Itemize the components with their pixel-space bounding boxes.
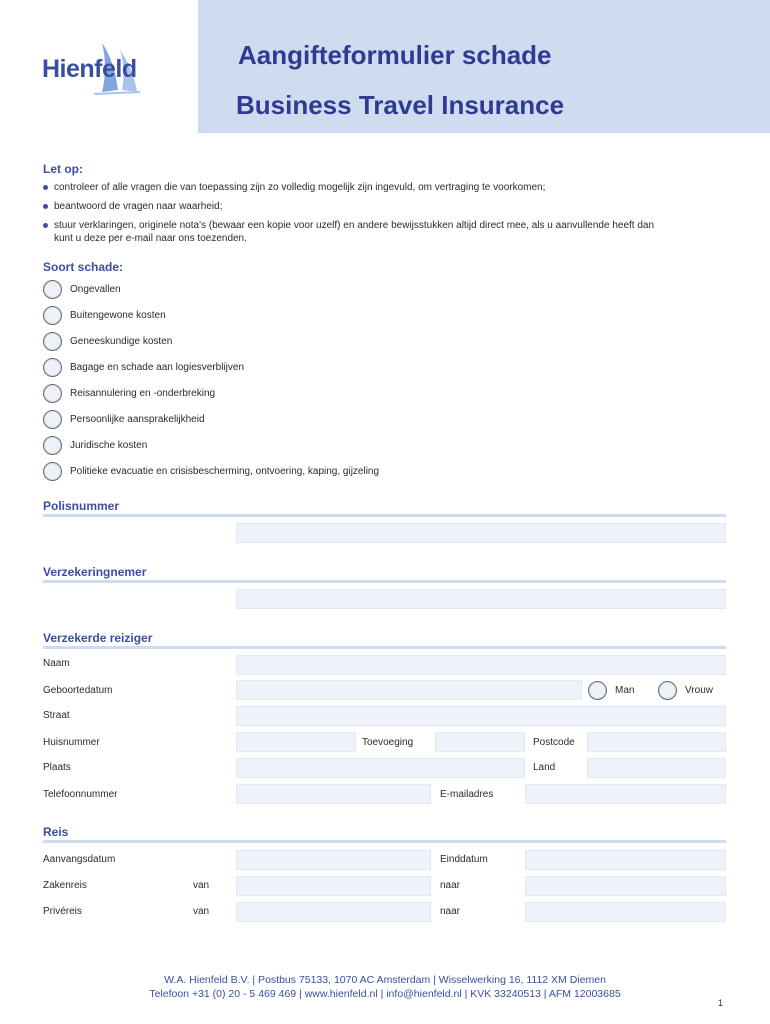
soort-schade-heading: Soort schade: <box>43 260 124 274</box>
verzekeringnemer-heading: Verzekeringnemer <box>43 565 147 579</box>
zakenreis-van-label: van <box>193 880 210 891</box>
footer-contact: Telefoon +31 (0) 20 - 5 469 469 | www.hienfeld.nl | info@hienfeld.nl | KVK 33240513 | AFM 12003685 <box>149 988 621 1000</box>
radio-button[interactable] <box>43 462 62 481</box>
option-ongevallen[interactable]: Ongevallen <box>43 279 121 299</box>
section-divider <box>43 646 726 649</box>
aanvangsdatum-input[interactable] <box>236 850 431 870</box>
radio-button[interactable] <box>43 306 62 325</box>
geboortedatum-input[interactable] <box>236 680 582 700</box>
radio-button[interactable] <box>43 384 62 403</box>
bullet-icon <box>43 185 48 190</box>
radio-button[interactable] <box>43 436 62 455</box>
section-divider <box>43 514 726 517</box>
option-buitengewone-kosten[interactable]: Buitengewone kosten <box>43 305 166 325</box>
straat-label: Straat <box>43 710 70 721</box>
reiziger-heading: Verzekerde reiziger <box>43 631 153 645</box>
let-op-heading: Let op: <box>43 162 83 176</box>
huisnummer-input[interactable] <box>236 732 356 752</box>
let-op-item: beantwoord de vragen naar waarheid; <box>54 201 223 212</box>
zakenreis-label: Zakenreis <box>43 880 87 891</box>
naam-input[interactable] <box>236 655 726 675</box>
bullet-icon <box>43 204 48 209</box>
option-vrouw[interactable]: Vrouw <box>658 680 713 700</box>
privereis-naar-input[interactable] <box>525 902 726 922</box>
einddatum-input[interactable] <box>525 850 726 870</box>
polisnummer-heading: Polisnummer <box>43 499 120 513</box>
geboortedatum-label: Geboortedatum <box>43 685 113 696</box>
land-label: Land <box>533 762 556 773</box>
land-input[interactable] <box>587 758 726 778</box>
bullet-icon <box>43 223 48 228</box>
radio-button[interactable] <box>43 358 62 377</box>
plaats-label: Plaats <box>43 762 71 773</box>
radio-button[interactable] <box>588 681 607 700</box>
huisnummer-label: Huisnummer <box>43 737 100 748</box>
option-aansprakelijkheid[interactable]: Persoonlijke aansprakelijkheid <box>43 409 205 429</box>
email-input[interactable] <box>525 784 726 804</box>
toevoeging-input[interactable] <box>435 732 525 752</box>
page-number: 1 <box>718 998 724 1008</box>
option-man[interactable]: Man <box>588 680 634 700</box>
zakenreis-van-input[interactable] <box>236 876 431 896</box>
einddatum-label: Einddatum <box>440 854 488 865</box>
logo-text: Hienfeld <box>42 55 137 83</box>
section-divider <box>43 840 726 843</box>
page-title: Aangifteformulier schade <box>238 40 552 70</box>
section-divider <box>43 580 726 583</box>
reis-heading: Reis <box>43 825 69 839</box>
plaats-input[interactable] <box>236 758 525 778</box>
option-reisannulering[interactable]: Reisannulering en -onderbreking <box>43 383 215 403</box>
let-op-item: controleer of alle vragen die van toepassing zijn zo volledig mogelijk zijn ingevuld, om vertraging te voorkomen; <box>54 182 546 193</box>
footer-address: W.A. Hienfeld B.V. | Postbus 75133, 1070 AC Amsterdam | Wisselwerking 16, 1112 XM Diemen <box>164 974 606 986</box>
let-op-item: stuur verklaringen, originele nota's (bewaar een kopie voor uzelf) en andere bewijsstukken altijd direct mee, als u aanvullende heeft dan <box>54 220 655 231</box>
toevoeging-label: Toevoeging <box>362 737 414 748</box>
radio-button[interactable] <box>43 280 62 299</box>
radio-button[interactable] <box>43 332 62 351</box>
postcode-input[interactable] <box>587 732 726 752</box>
aanvangsdatum-label: Aanvangsdatum <box>43 854 116 865</box>
option-politieke-evacuatie[interactable]: Politieke evacuatie en crisisbescherming, ontvoering, kaping, gijzeling <box>43 461 379 481</box>
let-op-item: kunt u deze per e-mail naar ons toezenden. <box>54 233 247 244</box>
option-geneeskundige-kosten[interactable]: Geneeskundige kosten <box>43 331 172 351</box>
telefoon-input[interactable] <box>236 784 431 804</box>
privereis-naar-label: naar <box>440 906 461 917</box>
privereis-van-label: van <box>193 906 210 917</box>
hienfeld-logo <box>42 40 157 100</box>
straat-input[interactable] <box>236 706 726 726</box>
radio-button[interactable] <box>43 410 62 429</box>
privereis-van-input[interactable] <box>236 902 431 922</box>
email-label: E-mailadres <box>440 789 494 800</box>
postcode-label: Postcode <box>533 737 575 748</box>
polisnummer-input[interactable] <box>236 523 726 543</box>
option-bagage[interactable]: Bagage en schade aan logiesverblijven <box>43 357 244 377</box>
naam-label: Naam <box>43 658 70 669</box>
option-juridische-kosten[interactable]: Juridische kosten <box>43 435 147 455</box>
verzekeringnemer-input[interactable] <box>236 589 726 609</box>
zakenreis-naar-label: naar <box>440 880 461 891</box>
zakenreis-naar-input[interactable] <box>525 876 726 896</box>
privereis-label: Privéreis <box>43 906 82 917</box>
telefoon-label: Telefoonnummer <box>43 789 118 800</box>
radio-button[interactable] <box>658 681 677 700</box>
page-subtitle: Business Travel Insurance <box>236 90 565 120</box>
